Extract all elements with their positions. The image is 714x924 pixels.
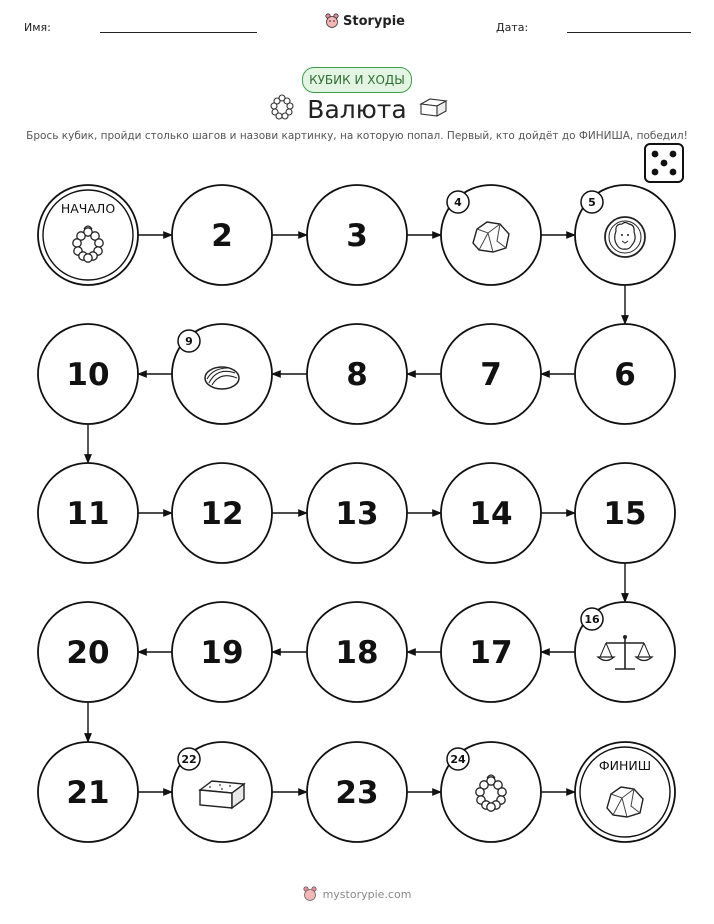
cell-number: 13 [335, 496, 379, 532]
cell-number: 15 [603, 496, 647, 532]
cell-number: 17 [469, 635, 513, 671]
cell-number: 21 [66, 775, 110, 811]
footer [0, 886, 714, 902]
cell-number: 23 [335, 775, 379, 811]
board-cell-2 [172, 185, 272, 285]
board-cell-13 [307, 463, 407, 563]
cell-number: 14 [469, 496, 513, 532]
board-cell-4 [441, 185, 541, 285]
finish-label: ФИНИШ [598, 758, 652, 773]
cell-number: 22 [181, 753, 197, 766]
cell-number: 3 [346, 218, 368, 254]
cell-number: 10 [66, 357, 110, 393]
board-cell-19 [172, 602, 272, 702]
cell-number: 5 [588, 196, 596, 209]
game-type-badge: КУБИК И ХОДЫ [302, 67, 412, 93]
board-cell-16 [575, 602, 675, 702]
footer-url: mystorypie.com [322, 887, 412, 901]
cell-number: 8 [346, 357, 368, 393]
cell-number: 20 [66, 635, 110, 671]
board-cell-22 [172, 742, 272, 842]
board-cell-24 [441, 742, 541, 842]
board-cell-3 [307, 185, 407, 285]
cell-number: 9 [185, 335, 193, 348]
cell-number: 12 [200, 496, 244, 532]
cell-number: 6 [614, 357, 636, 393]
board-cell-9 [172, 324, 272, 424]
board-cell-6 [575, 324, 675, 424]
date-label: Дата: [496, 21, 529, 34]
shell-icon [205, 367, 239, 389]
cell-number: 11 [66, 496, 110, 532]
name-label: Имя: [24, 21, 51, 34]
mascot-icon [303, 886, 317, 902]
board-cell-14 [441, 463, 541, 563]
lion-coin-icon [605, 217, 645, 257]
cell-number: 19 [200, 635, 244, 671]
cell-number: 18 [335, 635, 379, 671]
board-cell-12 [172, 463, 272, 563]
board-cell-5 [575, 185, 675, 285]
board-cell-7 [441, 324, 541, 424]
cell-number: 2 [211, 218, 233, 254]
board-cell-11 [38, 463, 138, 563]
salt-block-icon [200, 781, 244, 808]
board-cell-15 [575, 463, 675, 563]
board-cell-23 [307, 742, 407, 842]
instructions: Брось кубик, пройди столько шагов и назови картинку, на которую попал. Первый, кто дойдёт до ФИНИША, победил! [26, 130, 688, 142]
board-cell-21 [38, 742, 138, 842]
brand-name: Storypie [343, 13, 405, 29]
start-label: НАЧАЛО [60, 201, 116, 216]
finish-cell [575, 742, 675, 842]
cell-number: 16 [584, 613, 600, 626]
cell-number: 7 [480, 357, 502, 393]
start-cell [38, 185, 138, 285]
board-cell-8 [307, 324, 407, 424]
cell-number: 4 [454, 196, 462, 209]
board-cell-17 [441, 602, 541, 702]
board-cell-20 [38, 602, 138, 702]
cell-number: 24 [450, 753, 466, 766]
page-title: Валюта [307, 95, 407, 124]
board-cell-10 [38, 324, 138, 424]
board-cell-18 [307, 602, 407, 702]
